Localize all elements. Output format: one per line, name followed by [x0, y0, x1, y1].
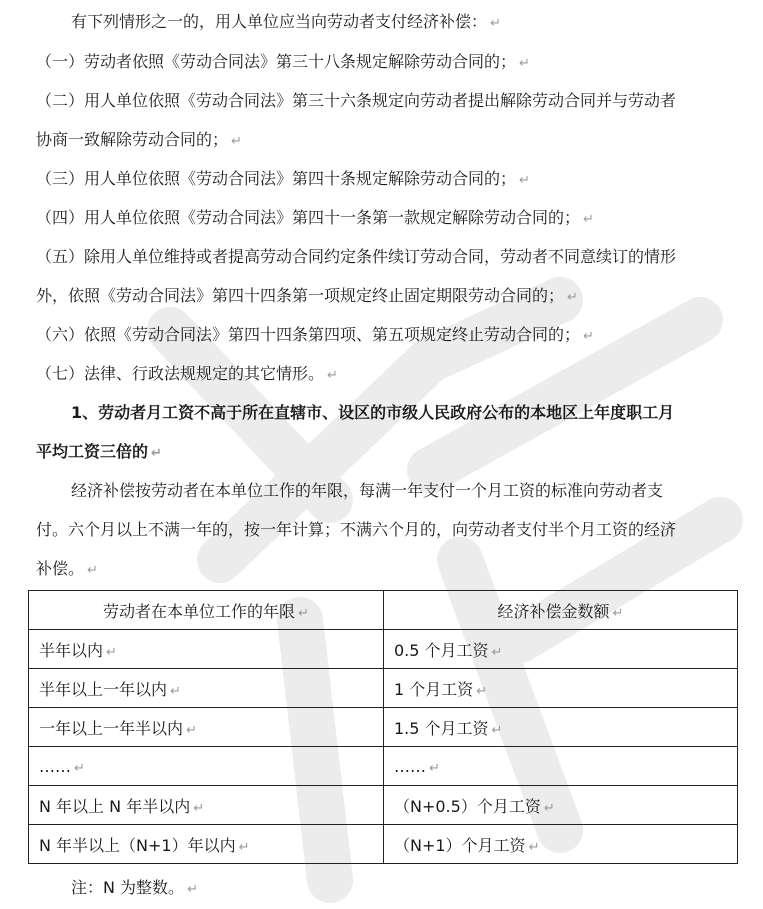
table-row [29, 708, 738, 747]
list-item-continuation: 外，依照《劳动合同法》第四十四条第一项规定终止固定期限劳动合同的； ↵ [36, 286, 578, 305]
list-item: （七）法律、行政法规规定的其它情形。 ↵ [36, 364, 338, 383]
intro-paragraph: 有下列情形之一的，用人单位应当向劳动者支付经济补偿： ↵ [71, 12, 501, 31]
body-paragraph-continuation: 付。六个月以上不满一年的，按一年计算；不满六个月的，向劳动者支付半个月工资的经济 [36, 520, 677, 539]
table-row [29, 630, 738, 669]
table-cell: 0.5 个月工资 ↵ [384, 630, 738, 669]
table-cell: 1.5 个月工资 ↵ [384, 708, 738, 747]
list-item: （二）用人单位依照《劳动合同法》第三十六条规定向劳动者提出解除劳动合同并与劳动者 [36, 91, 677, 110]
table-header-cell: 劳动者在本单位工作的年限 ↵ [29, 591, 384, 630]
table-cell: 一年以上一年半以内 ↵ [29, 708, 384, 747]
list-item: （六）依照《劳动合同法》第四十四条第四项、第五项规定终止劳动合同的； ↵ [36, 325, 594, 344]
list-item-continuation: 协商一致解除劳动合同的； ↵ [36, 130, 242, 149]
compensation-table [28, 590, 738, 864]
table-cell: 半年以内 ↵ [29, 630, 384, 669]
section-heading-continuation: 平均工资三倍的 ↵ [36, 442, 162, 461]
list-item: （四）用人单位依照《劳动合同法》第四十一条第一款规定解除劳动合同的； ↵ [36, 208, 594, 227]
table-header-cell: 经济补偿金数额 ↵ [384, 591, 738, 630]
table-cell: N 年以上 N 年半以内 ↵ [29, 786, 384, 825]
table-cell: …… ↵ [29, 747, 384, 786]
table-cell: （N+1）个月工资 ↵ [384, 825, 738, 864]
body-paragraph: 经济补偿按劳动者在本单位工作的年限，每满一年支付一个月工资的标准向劳动者支 [71, 481, 664, 500]
table-row [29, 825, 738, 864]
table-cell: 半年以上一年以内 ↵ [29, 669, 384, 708]
body-paragraph-continuation: 补偿。 ↵ [36, 559, 98, 578]
table-cell: （N+0.5）个月工资 ↵ [384, 786, 738, 825]
list-item: （五）除用人单位维持或者提高劳动合同约定条件续订劳动合同，劳动者不同意续订的情形 [36, 247, 677, 266]
list-item: （一）劳动者依照《劳动合同法》第三十八条规定解除劳动合同的； ↵ [36, 52, 530, 71]
table-row [29, 747, 738, 786]
table-row [29, 669, 738, 708]
list-item: （三）用人单位依照《劳动合同法》第四十条规定解除劳动合同的； ↵ [36, 169, 530, 188]
table-header-row [29, 591, 738, 630]
table-note: 注：N 为整数。 ↵ [71, 878, 198, 897]
table-row [29, 786, 738, 825]
section-heading: 1、劳动者月工资不高于所在直辖市、设区的市级人民政府公布的本地区上年度职工月 [71, 403, 675, 422]
table-cell: …… ↵ [384, 747, 738, 786]
table-cell: N 年半以上（N+1）年以内 ↵ [29, 825, 384, 864]
table-cell: 1 个月工资 ↵ [384, 669, 738, 708]
